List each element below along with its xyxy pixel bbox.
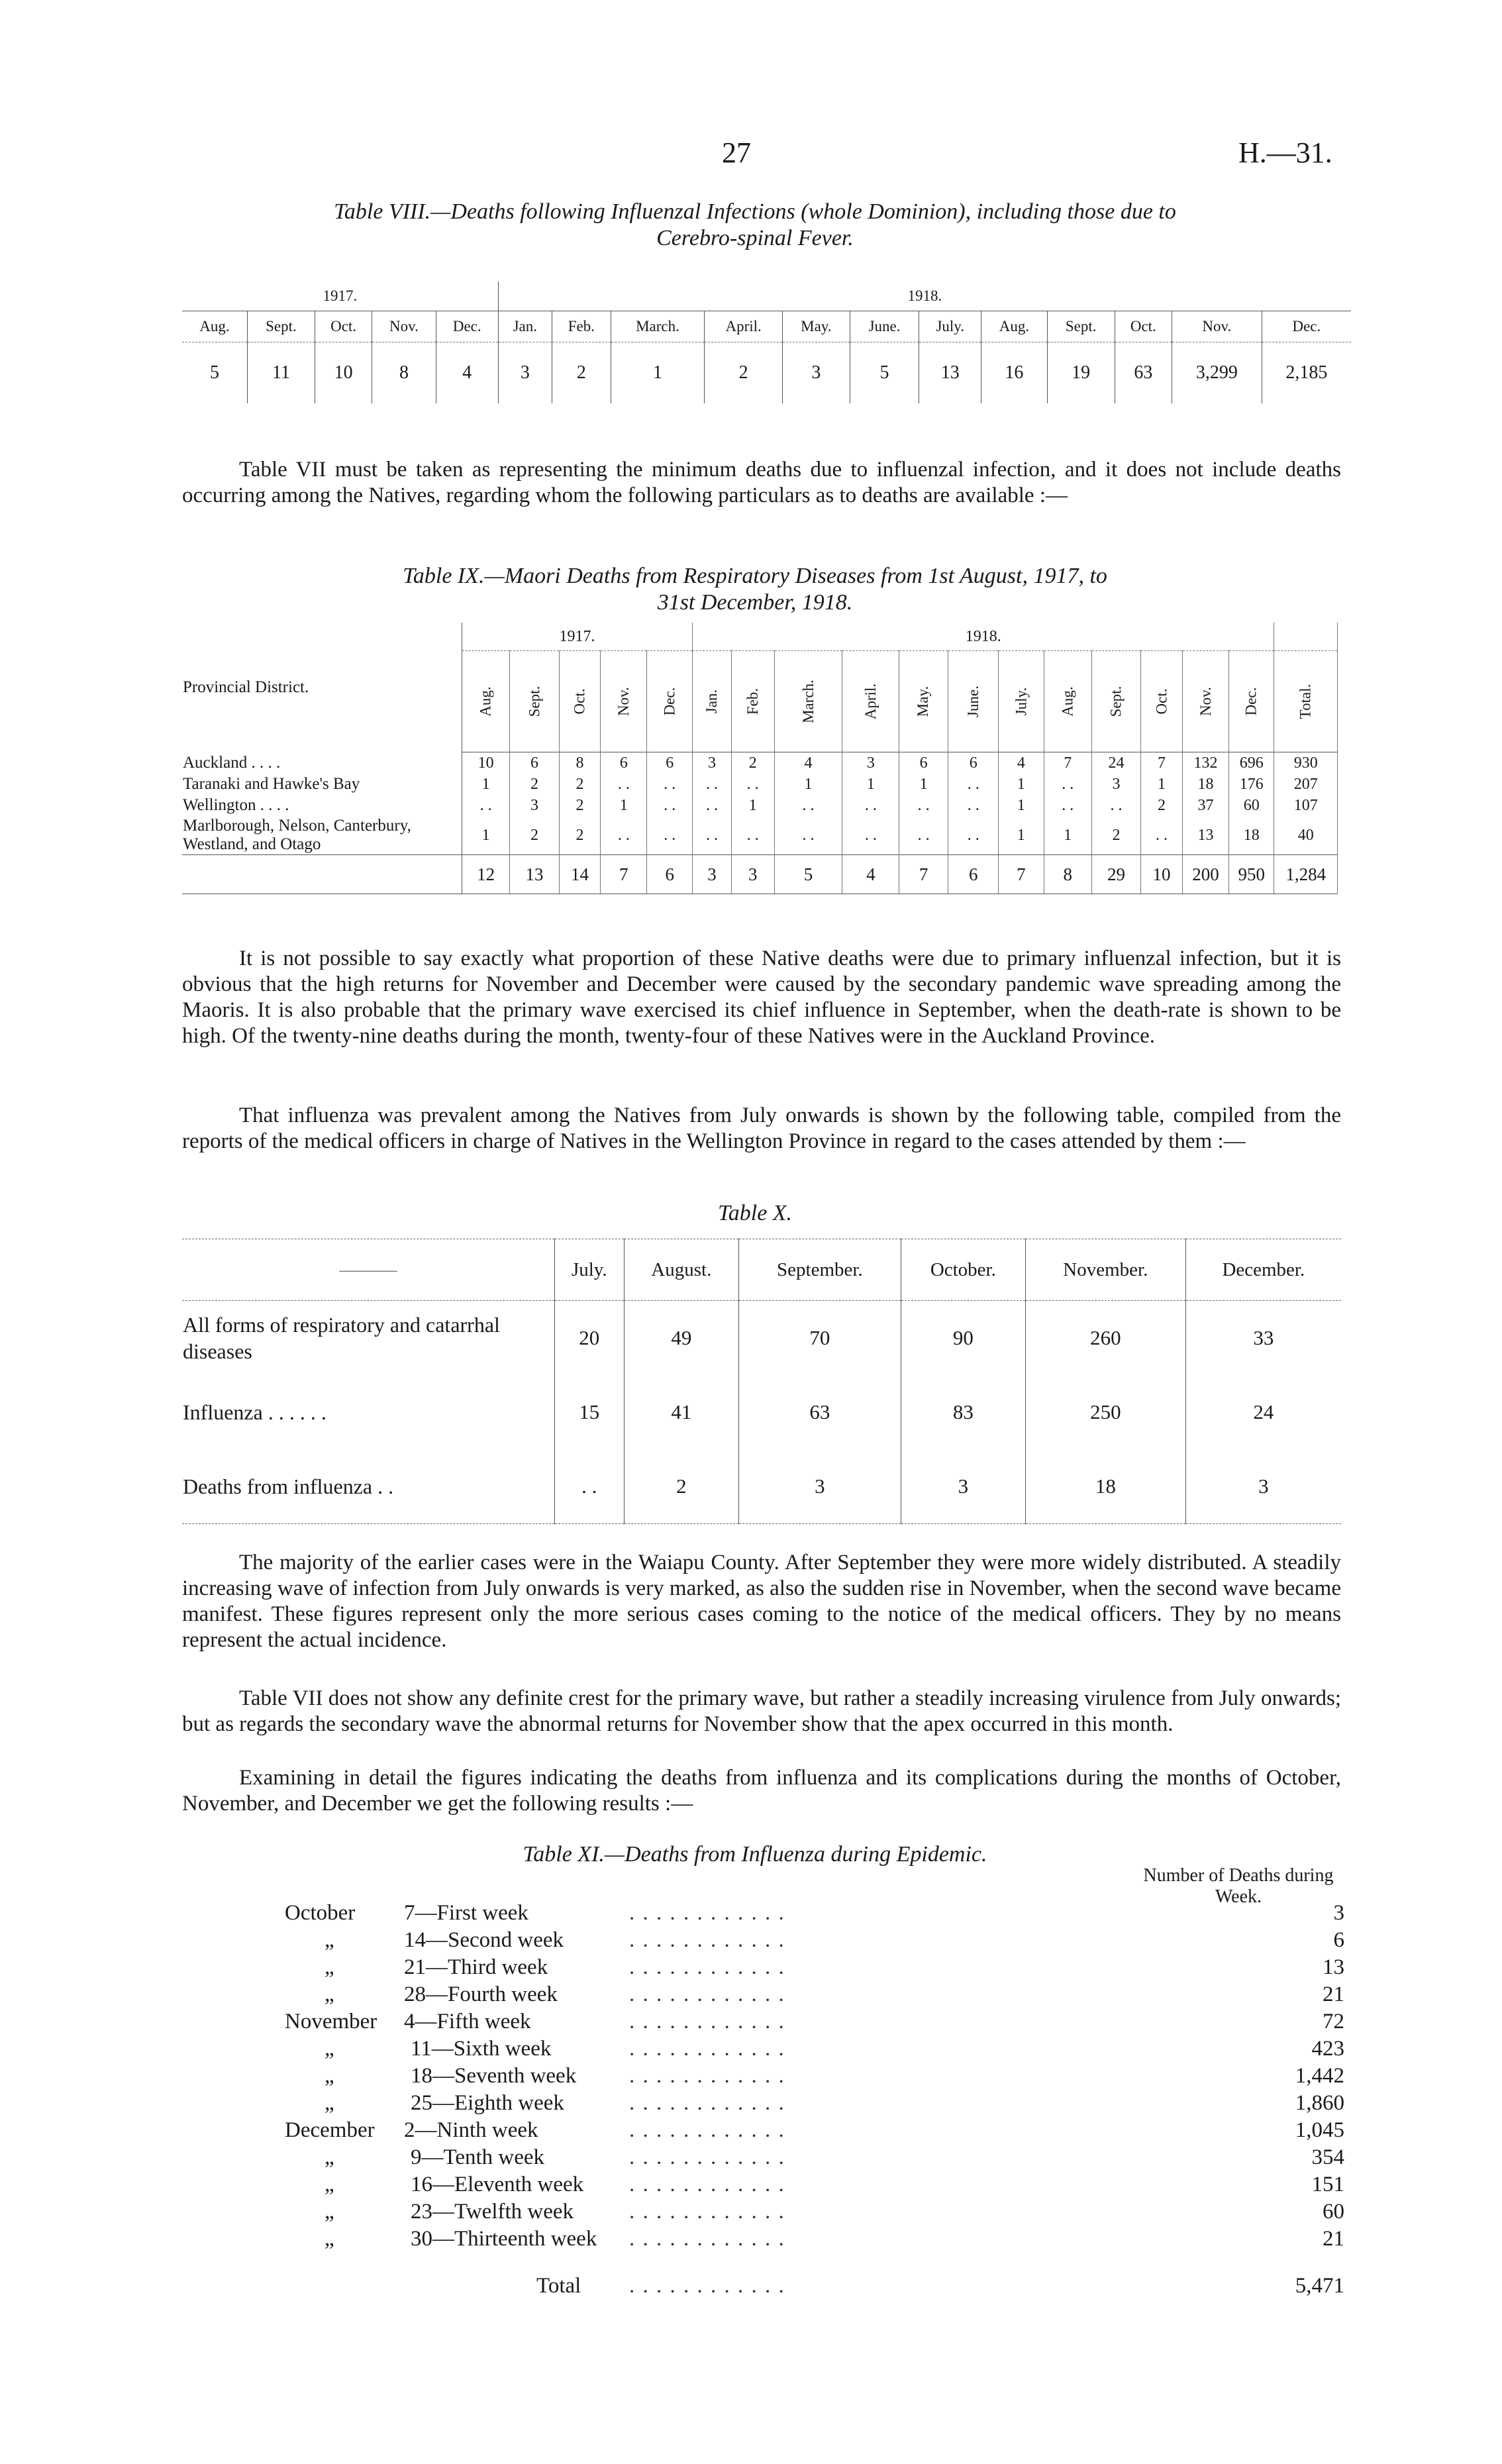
table9-value-cell: 176	[1229, 774, 1274, 795]
table9-total-cell: 7	[601, 855, 647, 894]
table9-row	[182, 752, 1338, 774]
table9-column-header	[559, 651, 601, 752]
table9-column-header	[899, 651, 948, 752]
table9-value-cell: 2	[731, 752, 774, 774]
table11-deaths: 6	[1333, 1928, 1344, 1952]
table9-value-cell: 7	[1044, 752, 1091, 774]
table9-total-cell: 6	[948, 855, 999, 894]
table8-value-cell: 3	[783, 342, 850, 404]
table9-value-cell: 1	[1044, 816, 1091, 855]
table11-column-header: Number of Deaths during Week.	[1143, 1865, 1334, 1907]
table9-value-cell: 2	[510, 816, 559, 855]
table9-value-cell: 6	[510, 752, 559, 774]
table9-value-cell: . .	[1044, 774, 1091, 795]
table8-year-1917: 1917.	[182, 282, 498, 311]
table8-month-header: Dec.	[436, 311, 498, 342]
table8-value-cell: 3,299	[1172, 342, 1262, 404]
table9-caption-line1: Table IX.—Maori Deaths from Respiratory Diseases from 1st August, 1917, to	[403, 564, 1107, 588]
table9-column-label: Nov.	[615, 686, 632, 716]
table11-leader-dots: . . . . . . . . . . . .	[629, 2091, 785, 2115]
table11-row	[285, 2037, 1344, 2064]
table9-value-cell: 1	[899, 774, 948, 795]
table8-value-cell: 2	[552, 342, 611, 404]
table9-value-cell: 4	[999, 752, 1044, 774]
table10-row-label: All forms of respiratory and catarrhal diseases	[182, 1301, 555, 1376]
table9-value-cell: . .	[1044, 795, 1091, 816]
table10-value-cell: 3	[1185, 1449, 1341, 1524]
paragraph-examining: Examining in detail the figures indicating the deaths from influenza and its complications during the months of October, November, and December we get the following results :—	[182, 1766, 1341, 1816]
table11-leader-dots: . . . . . . . . . . . .	[629, 2173, 785, 2196]
table8-value-cell: 3	[498, 342, 552, 404]
table9-total-cell: 14	[559, 855, 601, 894]
table11-row	[285, 2227, 1344, 2254]
table9-column-label: Dec.	[661, 687, 678, 715]
table8-year-1918: 1918.	[907, 287, 942, 304]
table11-week: 7—First week	[404, 1901, 528, 1925]
table8-value-cell: 16	[981, 342, 1047, 404]
table11-leader-dots: . . . . . . . . . . . .	[629, 2010, 785, 2033]
table9-column-label: Oct.	[571, 688, 588, 714]
table9-column-label: March.	[799, 679, 817, 723]
table10	[182, 1239, 1341, 1524]
table11	[285, 1865, 1344, 2307]
table9-total-cell: 7	[899, 855, 948, 894]
table9-value-cell: . .	[647, 774, 692, 795]
table8-month-header: March.	[611, 311, 704, 342]
table11-week: 16—Eleventh week	[411, 2173, 584, 2196]
table9-district-header: Provincial District.	[182, 623, 462, 752]
table11-deaths: 60	[1323, 2200, 1344, 2224]
table9-total-cell: 7	[999, 855, 1044, 894]
table9-value-cell: . .	[948, 795, 999, 816]
table11-row	[285, 2145, 1344, 2173]
paragraph-table7-crest: Table VII does not show any definite crest for the primary wave, but rather a steadily increasing virulence from July onwards; but as regards the secondary wave the abnormal returns for November show that the apex occurred in this month.	[182, 1686, 1341, 1736]
table9-value-cell: . .	[647, 795, 692, 816]
table8-month-header: July.	[919, 311, 981, 342]
table10-value-cell: 24	[1253, 1400, 1274, 1423]
table8-month-header: Nov.	[372, 311, 436, 342]
table11-leader-dots: . . . . . . . . . . . .	[629, 2037, 785, 2061]
table8	[182, 282, 1351, 403]
table9-value-cell: . .	[601, 816, 647, 855]
table9-row	[182, 816, 1338, 855]
table9-value-cell: 18	[1229, 816, 1274, 855]
table9-value-cell: 1	[1141, 774, 1183, 795]
table10-value-cell: 2	[624, 1449, 738, 1524]
table9-value-cell: 696	[1229, 752, 1274, 774]
table9-value-cell: . .	[692, 816, 731, 855]
table9-row	[182, 795, 1338, 816]
table9-column-label: Total.	[1297, 684, 1314, 719]
table9-column-label: Sept.	[1107, 686, 1125, 717]
table9-column-header	[999, 651, 1044, 752]
table11-week: 30—Thirteenth week	[411, 2227, 597, 2251]
table9-total-cell: 200	[1182, 855, 1228, 894]
table9-value-cell: 37	[1182, 795, 1228, 816]
table9-value-cell: 1	[774, 774, 842, 795]
table9-district-name: Taranaki and Hawke's Bay	[182, 774, 462, 795]
table9-value-cell: . .	[601, 774, 647, 795]
table11-row	[285, 1982, 1344, 2010]
table9-column-header	[842, 651, 899, 752]
table9-total-cell: 12	[462, 855, 510, 894]
table11-month: „	[325, 2145, 334, 2169]
table8-value-cell: 13	[919, 342, 981, 404]
table11-month: „	[325, 2091, 334, 2115]
table8-month-header: Aug.	[981, 311, 1047, 342]
table8-value-cell: 10	[315, 342, 372, 404]
table9-total-spacer	[182, 855, 462, 894]
table9-column-header	[774, 651, 842, 752]
table9-value-cell: 2	[559, 795, 601, 816]
table11-row	[285, 2010, 1344, 2037]
table10-column-header: July.	[555, 1239, 625, 1301]
table10-column-header: August.	[624, 1239, 738, 1301]
table11-week: 4—Fifth week	[404, 2010, 531, 2033]
table8-value-cell: 5	[182, 342, 247, 404]
table9-value-cell: 6	[647, 752, 692, 774]
table9-district-name: Auckland . . . .	[182, 752, 462, 774]
table10-value-cell: 18	[1025, 1449, 1185, 1524]
table11-deaths: 423	[1311, 2037, 1344, 2061]
table9-value-cell: . .	[692, 795, 731, 816]
table9-value-cell: . .	[692, 774, 731, 795]
table9-caption-line2: 31st December, 1918.	[657, 590, 853, 615]
table11-deaths: 1,045	[1295, 2118, 1344, 2142]
table9-column-header	[1274, 651, 1338, 752]
table11-month: December	[285, 2118, 375, 2142]
table9-value-cell: . .	[899, 816, 948, 855]
table9-value-cell: 1	[999, 816, 1044, 855]
table10-column-header: December.	[1185, 1239, 1341, 1301]
table9-value-cell: 60	[1229, 795, 1274, 816]
table11-row	[285, 2064, 1344, 2091]
table11-week: 9—Tenth week	[411, 2145, 545, 2169]
table9-column-label: Nov.	[1197, 686, 1214, 716]
table11-week: 14—Second week	[404, 1928, 564, 1952]
table8-month-header: April.	[705, 311, 783, 342]
table10-value-cell: 49	[624, 1301, 738, 1376]
table10-value-cell: . .	[555, 1449, 625, 1524]
table8-month-header: Aug.	[182, 311, 247, 342]
table11-week: 2—Ninth week	[404, 2118, 538, 2142]
table9-value-cell: . .	[774, 795, 842, 816]
table11-month: „	[325, 2064, 334, 2088]
table9-value-cell: 40	[1274, 816, 1338, 855]
table8-value-cell: 5	[850, 342, 919, 404]
table10-value-cell: 83	[901, 1375, 1025, 1449]
table11-month: October	[285, 1901, 356, 1925]
table9-value-cell: 1	[999, 795, 1044, 816]
table10-value-cell: 33	[1253, 1326, 1274, 1349]
table10-value-cell: 20	[555, 1301, 625, 1376]
table11-deaths: 72	[1323, 2010, 1344, 2033]
table9-value-cell: 24	[1091, 752, 1140, 774]
table10-value-cell: 70	[739, 1301, 901, 1376]
table9-value-cell: 6	[899, 752, 948, 774]
table11-leader-dots: . . . . . . . . . . . .	[629, 2200, 785, 2224]
table9-value-cell: 2	[559, 816, 601, 855]
table9-year-1917: 1917.	[462, 623, 693, 651]
table9-column-label: Sept.	[525, 686, 542, 717]
table8-month-header: Sept.	[247, 311, 315, 342]
table11-deaths: 21	[1323, 1982, 1344, 2006]
table9-value-cell: 207	[1274, 774, 1338, 795]
paragraph-waiapu-county: The majority of the earlier cases were in the Waiapu County. After September they were more widely distributed. A steadily increasing wave of infection from July onwards is very marked, as also the sudden rise in November, when the second wave became manifest. These figures represent only the more serious cases coming to the notice of the medical officers. They by no means represent the actual incidence.	[182, 1551, 1341, 1652]
table9-value-cell: 2	[510, 774, 559, 795]
table9-column-label: Aug.	[1059, 686, 1076, 717]
table9-value-cell: 1	[462, 774, 510, 795]
table11-week: 25—Eighth week	[411, 2091, 564, 2115]
table10-row-label: Influenza . . . . . .	[182, 1375, 555, 1449]
intro-paragraph: Table VII must be taken as representing the minimum deaths due to influenzal infection, and it does not include deaths occurring among the Natives, regarding whom the following particulars as to deaths are available :—	[182, 458, 1341, 507]
table11-deaths: 13	[1323, 1955, 1344, 1979]
table9-value-cell: 107	[1274, 795, 1338, 816]
table9-total-cell: 1,284	[1274, 855, 1338, 894]
table9-column-label: April.	[862, 683, 879, 719]
table9-column-label: Feb.	[744, 688, 761, 715]
table9-total-cell: 3	[692, 855, 731, 894]
table9-value-cell: . .	[899, 795, 948, 816]
table11-week: 23—Twelfth week	[411, 2200, 574, 2224]
table9-value-cell: . .	[1141, 816, 1183, 855]
table11-week: 18—Seventh week	[411, 2064, 577, 2088]
table9-value-cell: 2	[559, 774, 601, 795]
table11-deaths: 1,442	[1295, 2064, 1344, 2088]
table11-leader-dots: . . . . . . . . . . . .	[629, 1955, 785, 1979]
table8-value-cell: 8	[372, 342, 436, 404]
table11-deaths: 151	[1311, 2173, 1344, 2196]
table9-column-header	[1229, 651, 1274, 752]
table11-deaths: 354	[1311, 2145, 1344, 2169]
table9-value-cell: 1	[842, 774, 899, 795]
table11-week: 28—Fourth week	[404, 1982, 558, 2006]
table9-column-header	[948, 651, 999, 752]
table10-row-label: Deaths from influenza . .	[182, 1449, 555, 1524]
document-reference: H.—31.	[1238, 136, 1332, 169]
table9-column-label: May.	[915, 686, 932, 717]
table11-month: „	[325, 1982, 334, 2006]
table9-value-cell: 132	[1182, 752, 1228, 774]
table11-row	[285, 1955, 1344, 1982]
table9-district-name: Marlborough, Nelson, Canterbury, Westland, and Otago	[182, 816, 462, 855]
table11-month: „	[325, 2227, 334, 2251]
table8-value-cell: 11	[247, 342, 315, 404]
table9-value-cell: 930	[1274, 752, 1338, 774]
table9-value-cell: . .	[647, 816, 692, 855]
table8-value-cell: 4	[436, 342, 498, 404]
table11-row	[285, 2200, 1344, 2227]
table9-value-cell: 1	[601, 795, 647, 816]
table8-caption	[132, 199, 1377, 252]
table10-row	[182, 1301, 1341, 1376]
table8-month-header: June.	[850, 311, 919, 342]
table9-column-header	[731, 651, 774, 752]
table11-row	[285, 2091, 1344, 2118]
table9-value-cell: . .	[731, 774, 774, 795]
table8-month-header: Feb.	[552, 311, 611, 342]
table11-row	[285, 2118, 1344, 2145]
table9-value-cell: 3	[510, 795, 559, 816]
table9-row	[182, 774, 1338, 795]
table9-total-cell: 10	[1141, 855, 1183, 894]
table11-deaths: 1,860	[1295, 2091, 1344, 2115]
table9-caption	[132, 563, 1377, 616]
table9-total-cell: 3	[731, 855, 774, 894]
table10-column-header: September.	[739, 1239, 901, 1301]
table11-leader-dots: . . . . . . . . . . . .	[629, 2227, 785, 2251]
table8-month-header: May.	[783, 311, 850, 342]
table11-week: 11—Sixth week	[411, 2037, 552, 2061]
table9-column-header	[1141, 651, 1183, 752]
table9-value-cell: . .	[842, 795, 899, 816]
table9-total-cell: 29	[1091, 855, 1140, 894]
table9-value-cell: 8	[559, 752, 601, 774]
table10-value-cell: 260	[1025, 1301, 1185, 1376]
paragraph-influenza-prevalent: That influenza was prevalent among the Natives from July onwards is shown by the following table, compiled from the reports of the medical officers in charge of Natives in the Wellington Province in regard to the cases attended by them :—	[182, 1104, 1341, 1153]
table10-value-cell: 3	[739, 1449, 901, 1524]
table9-total-cell: 8	[1044, 855, 1091, 894]
table9-value-cell: 18	[1182, 774, 1228, 795]
table9-value-cell: 6	[601, 752, 647, 774]
table11-month: „	[325, 2173, 334, 2196]
table11-leader-dots: . . . . . . . . . . . .	[629, 1901, 785, 1925]
table10-caption: Table X.	[717, 1201, 793, 1225]
table11-total-row	[285, 2254, 1344, 2307]
table9-column-header	[647, 651, 692, 752]
table8-caption-line1: Table VIII.—Deaths following Influenzal Infections (whole Dominion), including those due to	[334, 199, 1176, 224]
table8-value-cell: 1	[611, 342, 704, 404]
table9-value-cell: 1	[999, 774, 1044, 795]
table9-year-1918: 1918.	[692, 623, 1274, 651]
table11-row	[285, 1901, 1344, 1928]
table11-total-label: Total	[536, 2274, 581, 2298]
table9	[182, 623, 1338, 894]
table8-value-cell: 63	[1115, 342, 1172, 404]
table9-value-cell: 13	[1182, 816, 1228, 855]
table9-value-cell: . .	[842, 816, 899, 855]
table11-month: November	[285, 2010, 377, 2033]
table9-total-cell: 6	[647, 855, 692, 894]
table9-value-cell: 3	[1091, 774, 1140, 795]
table9-value-cell: 3	[692, 752, 731, 774]
table11-leader-dots: . . . . . . . . . . . .	[629, 2118, 785, 2142]
table11-month: „	[325, 1928, 334, 1952]
table11-total-value: 5,471	[1295, 2274, 1344, 2298]
paragraph-native-deaths: It is not possible to say exactly what proportion of these Native deaths were due to primary influenzal infection, but it is obvious that the high returns for November and December were caused by the secondary pandemic wave spreading among the Maoris. It is also probable that the primary wave exercised its chief influence in September, when the death-rate is shown to be high. Of the twenty-nine deaths during the month, twenty-four of these Natives were in the Auckland Province.	[182, 947, 1341, 1048]
table9-value-cell: 1	[462, 816, 510, 855]
table9-total-cell: 4	[842, 855, 899, 894]
table8-month-header: Oct.	[315, 311, 372, 342]
table11-leader-dots: . . . . . . . . . . . .	[629, 1928, 785, 1952]
table10-value-cell: 90	[901, 1301, 1025, 1376]
table8-value-cell: 2,185	[1285, 362, 1328, 383]
page-number: 27	[722, 136, 751, 169]
table9-column-label: Aug.	[477, 686, 494, 717]
table8-value-cell: 2	[705, 342, 783, 404]
table9-value-cell: 6	[948, 752, 999, 774]
table11-leader-dots: . . . . . . . . . . . .	[629, 2064, 785, 2088]
table11-row	[285, 2173, 1344, 2200]
table9-value-cell: 7	[1141, 752, 1183, 774]
table9-column-header	[1044, 651, 1091, 752]
table9-column-header	[1182, 651, 1228, 752]
table11-leader-dots: . . . . . . . . . . . .	[629, 2145, 785, 2169]
table10-column-header: October.	[901, 1239, 1025, 1301]
table9-column-label: July.	[1012, 687, 1029, 715]
table8-month-header: Nov.	[1172, 311, 1262, 342]
table9-column-header	[462, 651, 510, 752]
table10-row	[182, 1375, 1341, 1449]
table8-month-header: Oct.	[1115, 311, 1172, 342]
table8-month-header: Jan.	[498, 311, 552, 342]
table11-month: „	[325, 1955, 334, 1979]
table8-caption-line2: Cerebro-spinal Fever.	[656, 226, 854, 250]
table9-value-cell: . .	[774, 816, 842, 855]
table11-week: 21—Third week	[404, 1955, 548, 1979]
table9-column-header	[510, 651, 559, 752]
table9-column-header	[692, 651, 731, 752]
table10-value-cell: 15	[555, 1375, 625, 1449]
table9-value-cell: 3	[842, 752, 899, 774]
table9-value-cell: 2	[1141, 795, 1183, 816]
table9-column-label: Dec.	[1242, 687, 1260, 715]
table9-total-cell: 13	[510, 855, 559, 894]
table10-value-cell: 63	[739, 1375, 901, 1449]
table9-column-header	[601, 651, 647, 752]
table11-deaths: 21	[1323, 2227, 1344, 2251]
table8-month-header: Dec.	[1262, 311, 1351, 342]
table9-value-cell: . .	[462, 795, 510, 816]
table11-month: „	[325, 2037, 334, 2061]
table11-total-leader: . . . . . . . . . . . .	[629, 2274, 785, 2298]
table9-value-cell: . .	[731, 816, 774, 855]
table11-month: „	[325, 2200, 334, 2224]
table11-leader-dots: . . . . . . . . . . . .	[629, 1982, 785, 2006]
table9-value-cell: . .	[948, 774, 999, 795]
table9-column-label: Oct.	[1153, 688, 1170, 714]
table11-deaths: 3	[1333, 1901, 1344, 1925]
table9-total-cell: 5	[774, 855, 842, 894]
table11-caption: Table XI.—Deaths from Influenza during Epidemic.	[523, 1842, 987, 1867]
table9-value-cell: 1	[731, 795, 774, 816]
table9-column-label: Jan.	[703, 689, 720, 713]
table9-district-name: Wellington . . . .	[182, 795, 462, 816]
table10-column-header: November.	[1025, 1239, 1185, 1301]
table10-value-cell: 250	[1025, 1375, 1185, 1449]
table9-value-cell: . .	[948, 816, 999, 855]
table9-column-label: June.	[964, 685, 981, 717]
table11-row	[285, 1928, 1344, 1955]
table9-total-cell: 950	[1229, 855, 1274, 894]
table9-value-cell: 2	[1091, 816, 1140, 855]
table8-month-header: Sept.	[1047, 311, 1115, 342]
table10-value-cell: 41	[624, 1375, 738, 1449]
table8-value-cell: 19	[1047, 342, 1115, 404]
table9-value-cell: 10	[462, 752, 510, 774]
table10-row	[182, 1449, 1341, 1524]
table10-blank-header: ———	[182, 1239, 555, 1301]
table9-column-header	[1091, 651, 1140, 752]
table9-value-cell: . .	[1091, 795, 1140, 816]
table9-value-cell: 4	[774, 752, 842, 774]
table10-value-cell: 3	[901, 1449, 1025, 1524]
